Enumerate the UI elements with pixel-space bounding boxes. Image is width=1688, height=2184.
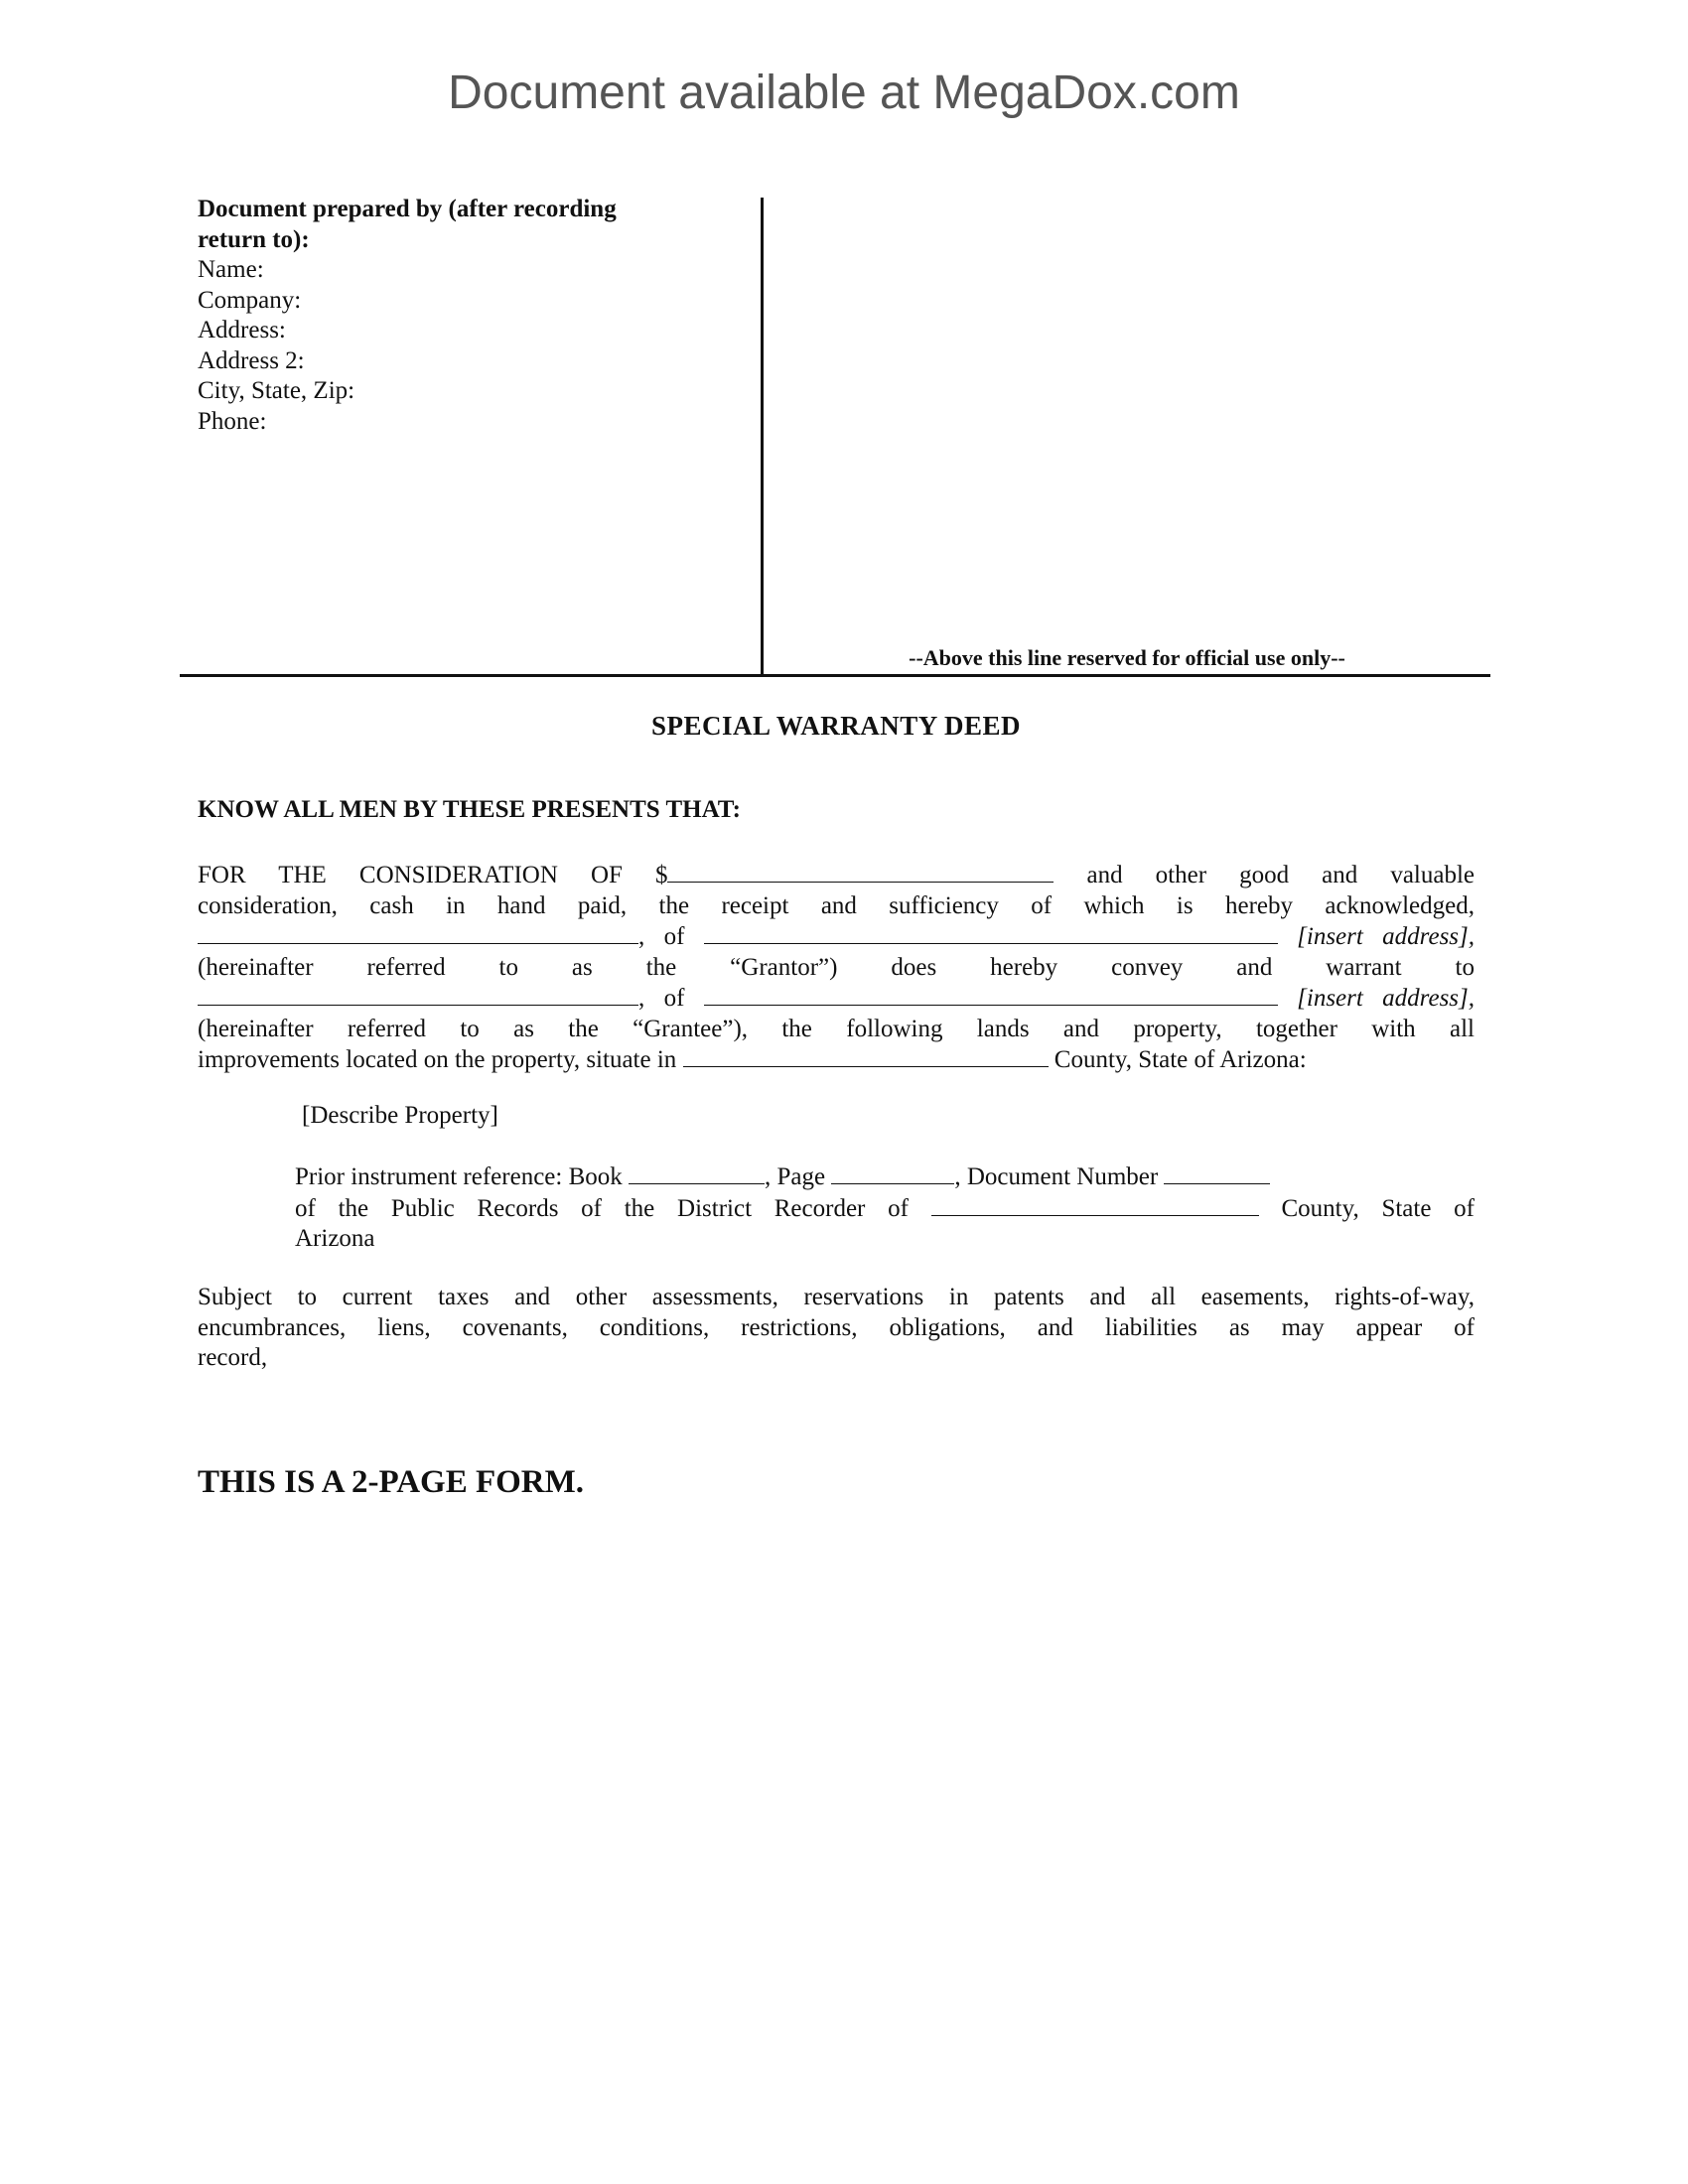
know-all-heading: KNOW ALL MEN BY THESE PRESENTS THAT:	[198, 796, 741, 823]
consideration-amount-blank[interactable]	[667, 860, 1054, 883]
insert-address-hint: [insert address],	[1297, 985, 1476, 1012]
field-address: Address:	[198, 317, 286, 343]
grantee-address-blank[interactable]	[704, 983, 1278, 1006]
text: Arizona	[295, 1225, 375, 1252]
field-name: Name:	[198, 256, 264, 283]
grantor-address-blank[interactable]	[704, 921, 1278, 944]
text: , of	[638, 985, 685, 1012]
prior-instrument-reference	[295, 1161, 1475, 1255]
field-company: Company:	[198, 286, 302, 314]
text: (hereinafter referred to as the “Grantee”), the following lands and property, together with all	[198, 1015, 1475, 1042]
text: , Page	[765, 1163, 826, 1190]
prepared-by-heading: Document prepared by (after recording	[198, 196, 617, 222]
book-blank[interactable]	[629, 1161, 765, 1184]
document-title: SPECIAL WARRANTY DEED	[650, 711, 1022, 741]
text: improvements located on the property, situate in	[198, 1046, 677, 1073]
insert-address-hint: [insert address],	[1297, 923, 1476, 950]
text: , of	[638, 923, 685, 950]
grantee-name-blank[interactable]	[198, 983, 638, 1006]
official-use-note: --Above this line reserved for official use only--	[909, 645, 1345, 670]
page-blank[interactable]	[831, 1161, 954, 1184]
grantor-name-blank[interactable]	[198, 921, 638, 944]
describe-property: [Describe Property]	[302, 1102, 498, 1129]
prepared-by-heading-2: return to):	[198, 225, 310, 253]
vertical-divider	[761, 198, 764, 676]
county-blank[interactable]	[683, 1044, 1049, 1067]
form-length-note: THIS IS A 2-PAGE FORM.	[198, 1464, 585, 1500]
text: consideration, cash in hand paid, the receipt and sufficiency of which is hereby acknowledged,	[198, 891, 1475, 919]
text: Subject to current taxes and other assessments, reservations in patents and all easements, rights-of-way,	[198, 1284, 1475, 1310]
text: County, State of	[1281, 1194, 1476, 1222]
text: County, State of Arizona:	[1054, 1046, 1307, 1073]
text: of the Public Records of the District Recorder of	[295, 1194, 909, 1222]
field-phone: Phone:	[198, 407, 267, 435]
field-city-state-zip: City, State, Zip:	[198, 377, 355, 404]
document-number-blank[interactable]	[1164, 1161, 1270, 1184]
text: record,	[198, 1344, 268, 1371]
prepared-by-block	[198, 195, 749, 437]
recorder-county-blank[interactable]	[931, 1193, 1259, 1216]
subject-to-paragraph	[198, 1283, 1475, 1374]
text: FOR THE CONSIDERATION OF $	[198, 862, 668, 888]
consideration-paragraph	[198, 860, 1475, 1076]
text: and other good and valuable	[1086, 862, 1475, 888]
text: (hereinafter referred to as the “Grantor”) does hereby convey and warrant to	[198, 953, 1475, 981]
text: Prior instrument reference: Book	[295, 1163, 623, 1190]
field-address-2: Address 2:	[198, 346, 305, 374]
text: , Document Number	[954, 1163, 1159, 1190]
megadox-banner: Document available at MegaDox.com	[448, 67, 1240, 119]
recording-line	[180, 674, 1490, 677]
text: encumbrances, liens, covenants, conditions, restrictions, obligations, and liabilities as may appear of	[198, 1313, 1475, 1341]
